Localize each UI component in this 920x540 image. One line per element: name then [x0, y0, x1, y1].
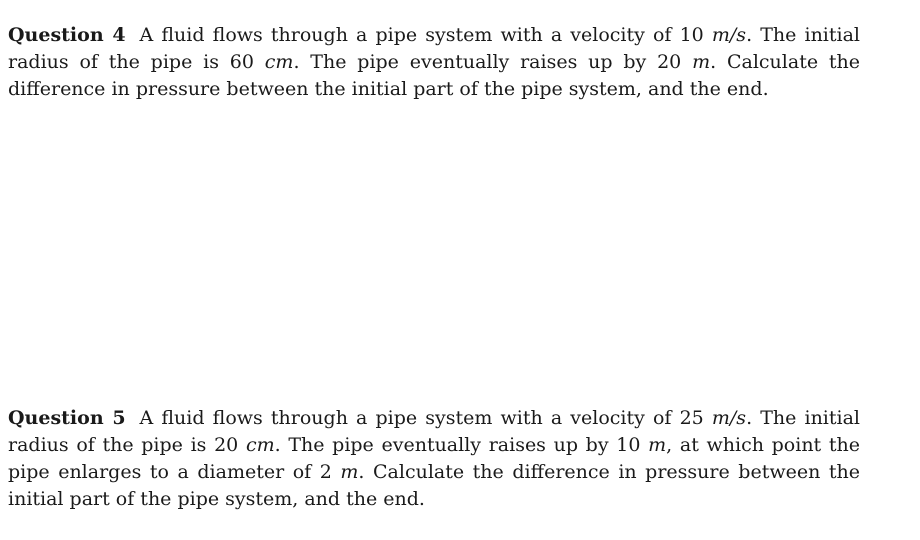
question-5-text-2: . The initial radius of the pipe is 20 [8, 407, 861, 456]
question-4-unit-velocity: m/s [711, 24, 747, 46]
question-5-paragraph [8, 405, 860, 513]
question-4-unit-height: m [692, 51, 711, 73]
question-4-text-3: . The pipe eventually raises up by 20 [293, 51, 693, 73]
question-5-text-3: . The pipe eventually raises up by 10 [274, 434, 649, 456]
question-5-text-4: , at which point the pipe enlarges to a diameter of 2 [8, 434, 860, 483]
question-4-text-4: . Calculate the difference in pressure between the initial part of the pipe system, and the end. [8, 51, 861, 100]
question-4-paragraph [8, 22, 860, 103]
question-5-unit-diameter: m [340, 461, 359, 483]
question-5-text-5: . Calculate the difference in pressure between the initial part of the pipe system, and the end. [8, 461, 860, 510]
question-5-unit-velocity: m/s [711, 407, 747, 429]
question-4-label: Question 4 [8, 24, 126, 46]
question-5-unit-height: m [648, 434, 667, 456]
question-4-unit-radius: cm [264, 51, 294, 73]
question-5-label: Question 5 [8, 407, 126, 429]
question-4-text-1: A fluid flows through a pipe system with a velocity of 10 [139, 24, 712, 46]
question-5-unit-radius: cm [245, 434, 275, 456]
question-5-text-1: A fluid flows through a pipe system with a velocity of 25 [139, 407, 712, 429]
question-4-text-2: . The initial radius of the pipe is 60 [8, 24, 861, 73]
